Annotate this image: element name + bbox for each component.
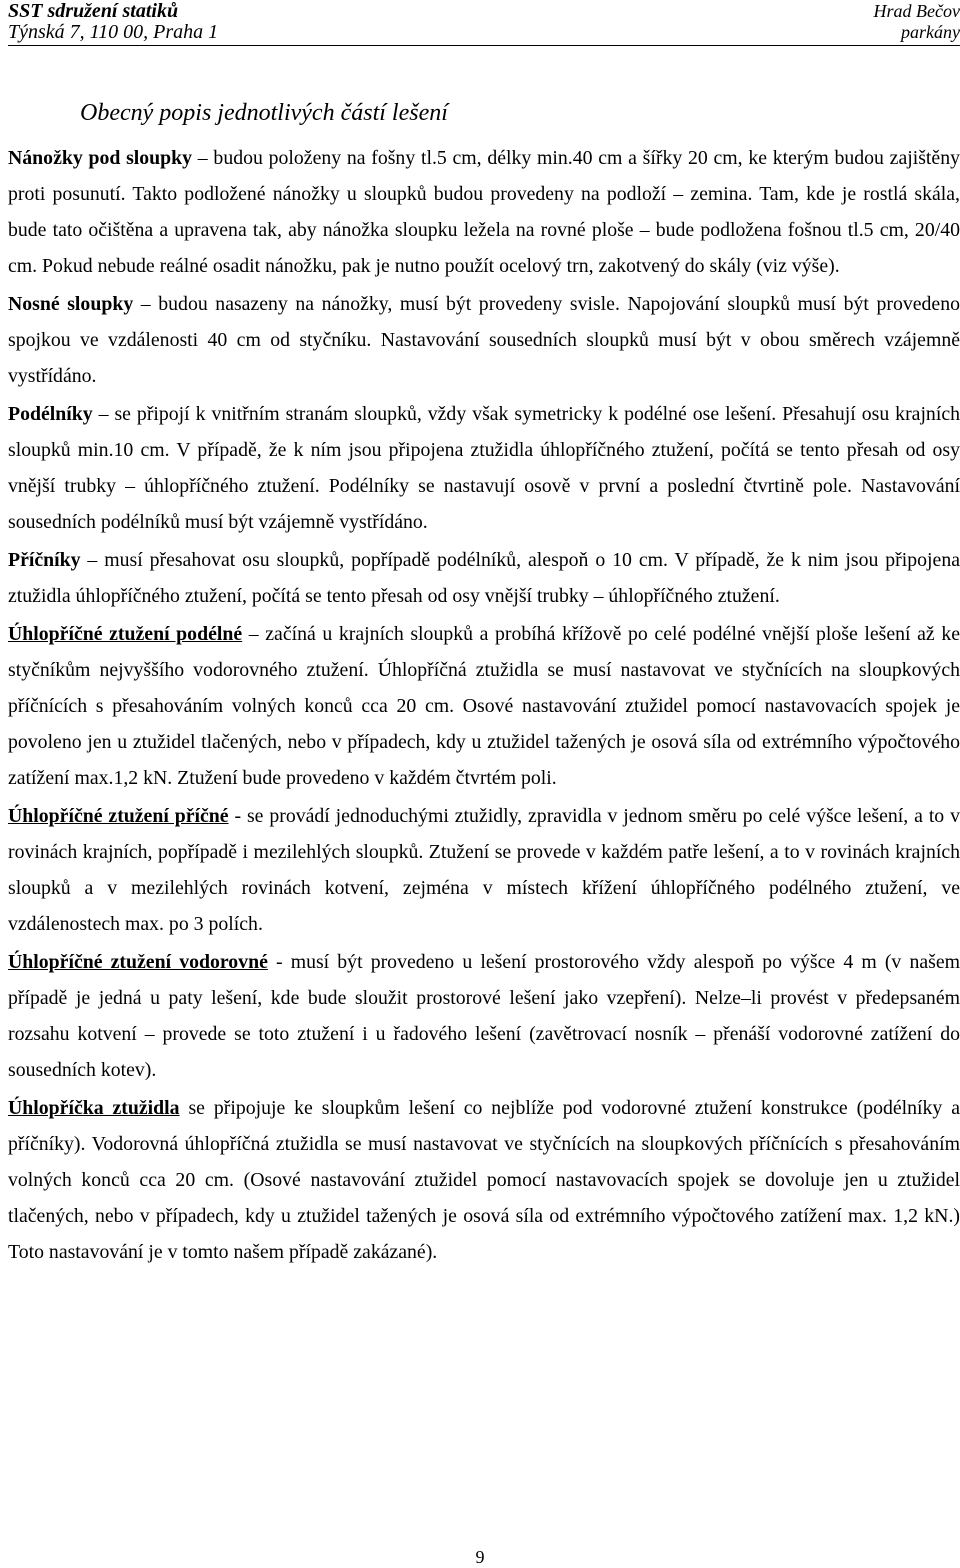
paragraph-term: Úhlopříčné ztužení vodorovné (8, 951, 268, 973)
paragraph-pricniky (8, 542, 960, 614)
page-header (8, 0, 960, 48)
section-title: Obecný popis jednotlivých částí lešení (80, 100, 448, 126)
paragraph-term: Podélníky (8, 403, 93, 425)
paragraph-text: se připojuje ke sloupkům lešení co nejblíže pod vodorovné ztužení konstrukce (podélníky a příčníky). Vodorovná úhlopříčná ztužidla se musí nastavovat ve styčnících na sloupkových příčnících s přesahováním volných konců cca 20 cm. (Osové nastavování ztužidel pomocí nastavovacích spojek se dovoluje jen u ztužidel tlačených, nebo v případech, kdy u ztužidel tažených je osová síla od extrémního výpočtového zatížení max. 1,2 kN.) Toto nastavování je v tomto našem případě zakázané). (8, 1097, 960, 1263)
paragraph-term: Úhlopříčné ztužení podélné (8, 623, 243, 645)
page-number: 9 (475, 1547, 485, 1567)
paragraph-ztuzeni-vodorovne (8, 944, 960, 1088)
paragraph-term: Úhlopříčka ztužidla (8, 1097, 180, 1119)
paragraph-ztuzeni-pricne (8, 798, 960, 942)
header-divider (8, 45, 960, 46)
organization-address: Týnská 7, 110 00, Praha 1 (8, 21, 219, 43)
paragraph-podelniky (8, 396, 960, 540)
paragraph-text: – začíná u krajních sloupků a probíhá křížově po celé podélné vnější ploše lešení až ke styčníkům nejvyššího vodorovného ztužení. Úhlopříčná ztužidla se musí nastavovat ve styčnících na sloupkových příčnících s přesahováním volných konců cca 20 cm. Osové nastavování ztužidel pomocí nastavovacích spojek je povoleno jen u ztužidel tlačených, nebo v případech, kdy u ztužidel tažených je osová síla od extrémního výpočtového zatížení max.1,2 kN. Ztužení bude provedeno v každém čtvrtém poli. (8, 623, 960, 789)
paragraph-term: Nánožky pod sloupky (8, 147, 193, 169)
paragraph-text: - musí být provedeno u lešení prostorového vždy alespoň po výšce 4 m (v našem případě je jedná u paty lešení, kde bude sloužit prostorové lešení jako vzepření). Nelze–li provést v předepsaném rozsahu kotvení – provede se toto ztužení i u řadového lešení (zavětrovací nosník – přenáší vodorovné zatížení do sousedních kotev). (8, 951, 960, 1081)
paragraph-text: – musí přesahovat osu sloupků, popřípadě podélníků, alespoň o 10 cm. V případě, že k nim jsou připojena ztužidla úhlopříčného ztužení, počítá se tento přesah od osy vnější trubky – úhlopříčného ztužení. (8, 549, 960, 607)
organization-name: SST sdružení statiků (8, 0, 179, 22)
paragraph-text: – budou položeny na fošny tl.5 cm, délky min.40 cm a šířky 20 cm, ke kterým budou zajištěny proti posunutí. Takto podložené nánožky u sloupků budou provedeny na podloží – zemina. Tam, kde je rostlá skála, bude tato očištěna a upravena tak, aby nánožka sloupku ležela na rovné ploše – bude podložena fošnou tl.5 cm, 20/40 cm. Pokud nebude reálné osadit nánožku, pak je nutno použít ocelový trn, zakotvený do skály (viz výše). (8, 147, 960, 277)
project-site: Hrad Bečov (873, 1, 960, 21)
document-body (8, 140, 960, 1272)
paragraph-nosne-sloupky (8, 286, 960, 394)
project-site-part: parkány (901, 22, 960, 42)
paragraph-uhlopricka (8, 1090, 960, 1270)
paragraph-nanozky (8, 140, 960, 284)
paragraph-term: Nosné sloupky (8, 293, 134, 315)
paragraph-term: Příčníky (8, 549, 81, 571)
paragraph-text: – budou nasazeny na nánožky, musí být provedeny svisle. Napojování sloupků musí být provedeno spojkou ve vzdálenosti 40 cm od styčníku. Nastavování sousedních sloupků musí být v obou směrech vzájemně vystřídáno. (8, 293, 960, 387)
paragraph-text: – se připojí k vnitřním stranám sloupků, vždy však symetricky k podélné ose lešení. Přesahují osu krajních sloupků min.10 cm. V případě, že k ním jsou připojena ztužidla úhlopříčného ztužení, počítá se tento přesah od osy vnější trubky – úhlopříčného ztužení. Podélníky se nastavují osově v první a poslední čtvrtině pole. Nastavování sousedních podélníků musí být vzájemně vystřídáno. (8, 403, 960, 533)
paragraph-text: - se provádí jednoduchými ztužidly, zpravidla v jednom směru po celé výšce lešení, a to v rovinách krajních, popřípadě i mezilehlých sloupků. Ztužení se provede v každém patře lešení, a to v rovinách krajních sloupků a v mezilehlých rovinách kotvení, zejména v místech křížení úhlopříčného podélného ztužení, ve vzdálenostech max. po 3 polích. (8, 805, 960, 935)
paragraph-term: Úhlopříčné ztužení příčné (8, 805, 229, 827)
paragraph-ztuzeni-podelne (8, 616, 960, 796)
